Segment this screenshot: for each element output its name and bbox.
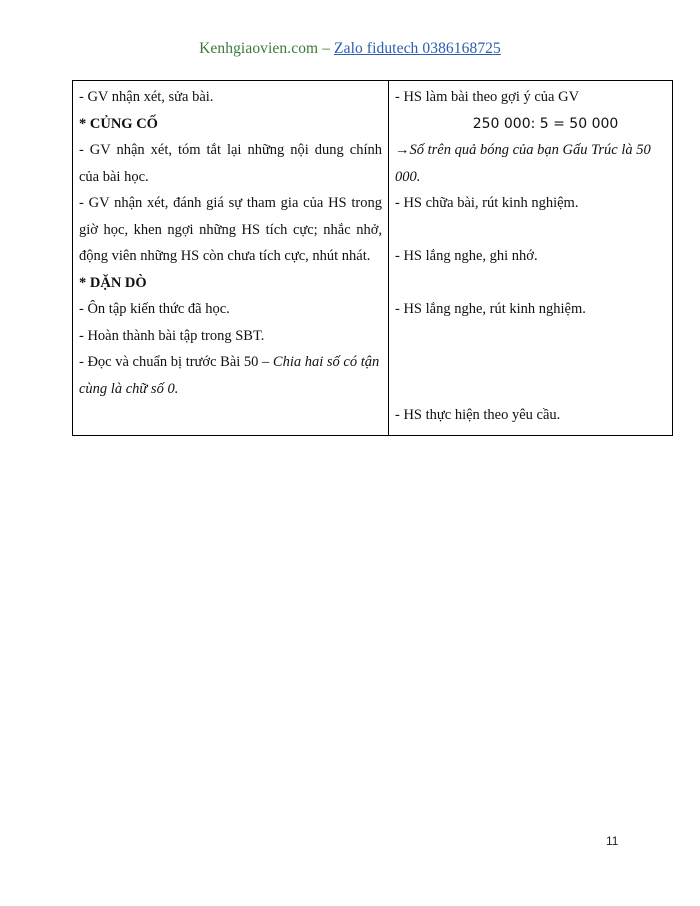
student-line: - HS lắng nghe, rút kinh nghiệm.: [395, 301, 586, 317]
arrow-icon: →: [395, 142, 410, 158]
site-name: Kenhgiaovien.com: [199, 40, 319, 57]
teacher-activities-cell: [73, 81, 389, 436]
student-line: - HS thực hiện theo yêu cầu.: [395, 407, 561, 423]
student-line: - HS lắng nghe, ghi nhớ.: [395, 248, 538, 264]
next-lesson-title: Chia hai số có tận cùng là chữ số 0.: [79, 354, 380, 397]
zalo-contact-link[interactable]: Zalo fidutech 0386168725: [334, 40, 501, 57]
spacer: [395, 376, 666, 403]
lesson-table: [72, 80, 673, 436]
math-equation: 250 000: 5 = 50 000: [472, 115, 619, 132]
teacher-line: - Hoàn thành bài tập trong SBT.: [79, 327, 265, 344]
teacher-line: - GV nhận xét, sửa bài.: [79, 89, 214, 105]
teacher-line: - Ôn tập kiến thức đã học.: [79, 301, 230, 317]
section-heading-cung-co: * CỦNG CỐ: [79, 115, 158, 132]
student-activities-cell: [389, 81, 673, 436]
page-number: 11: [606, 834, 619, 848]
header-separator: –: [318, 40, 335, 57]
teacher-line: [79, 349, 382, 402]
spacer: [395, 217, 666, 244]
student-line: - HS chữa bài, rút kinh nghiệm.: [395, 195, 579, 211]
student-line: - HS làm bài theo gợi ý của GV: [395, 89, 580, 105]
student-line: [395, 137, 666, 190]
teacher-line: - GV nhận xét, đánh giá sự tham gia của HS trong giờ học, khen ngợi những HS tích cực; nhắc nhở, động viên những HS còn chưa tích cực, nhút nhát.: [79, 195, 382, 264]
teacher-line-prefix: - Đọc và chuẩn bị trước Bài 50 –: [79, 354, 273, 370]
spacer: [395, 349, 666, 376]
answer-text: Số trên quả bóng của bạn Gấu Trúc là 50 000.: [395, 142, 651, 185]
table-row: [73, 81, 673, 436]
spacer: [395, 323, 666, 350]
spacer: [395, 270, 666, 297]
teacher-line: - GV nhận xét, tóm tắt lại những nội dung chính của bài học.: [79, 142, 382, 185]
section-heading-dan-do: * DẶN DÒ: [79, 274, 147, 291]
page-header: [0, 40, 700, 58]
